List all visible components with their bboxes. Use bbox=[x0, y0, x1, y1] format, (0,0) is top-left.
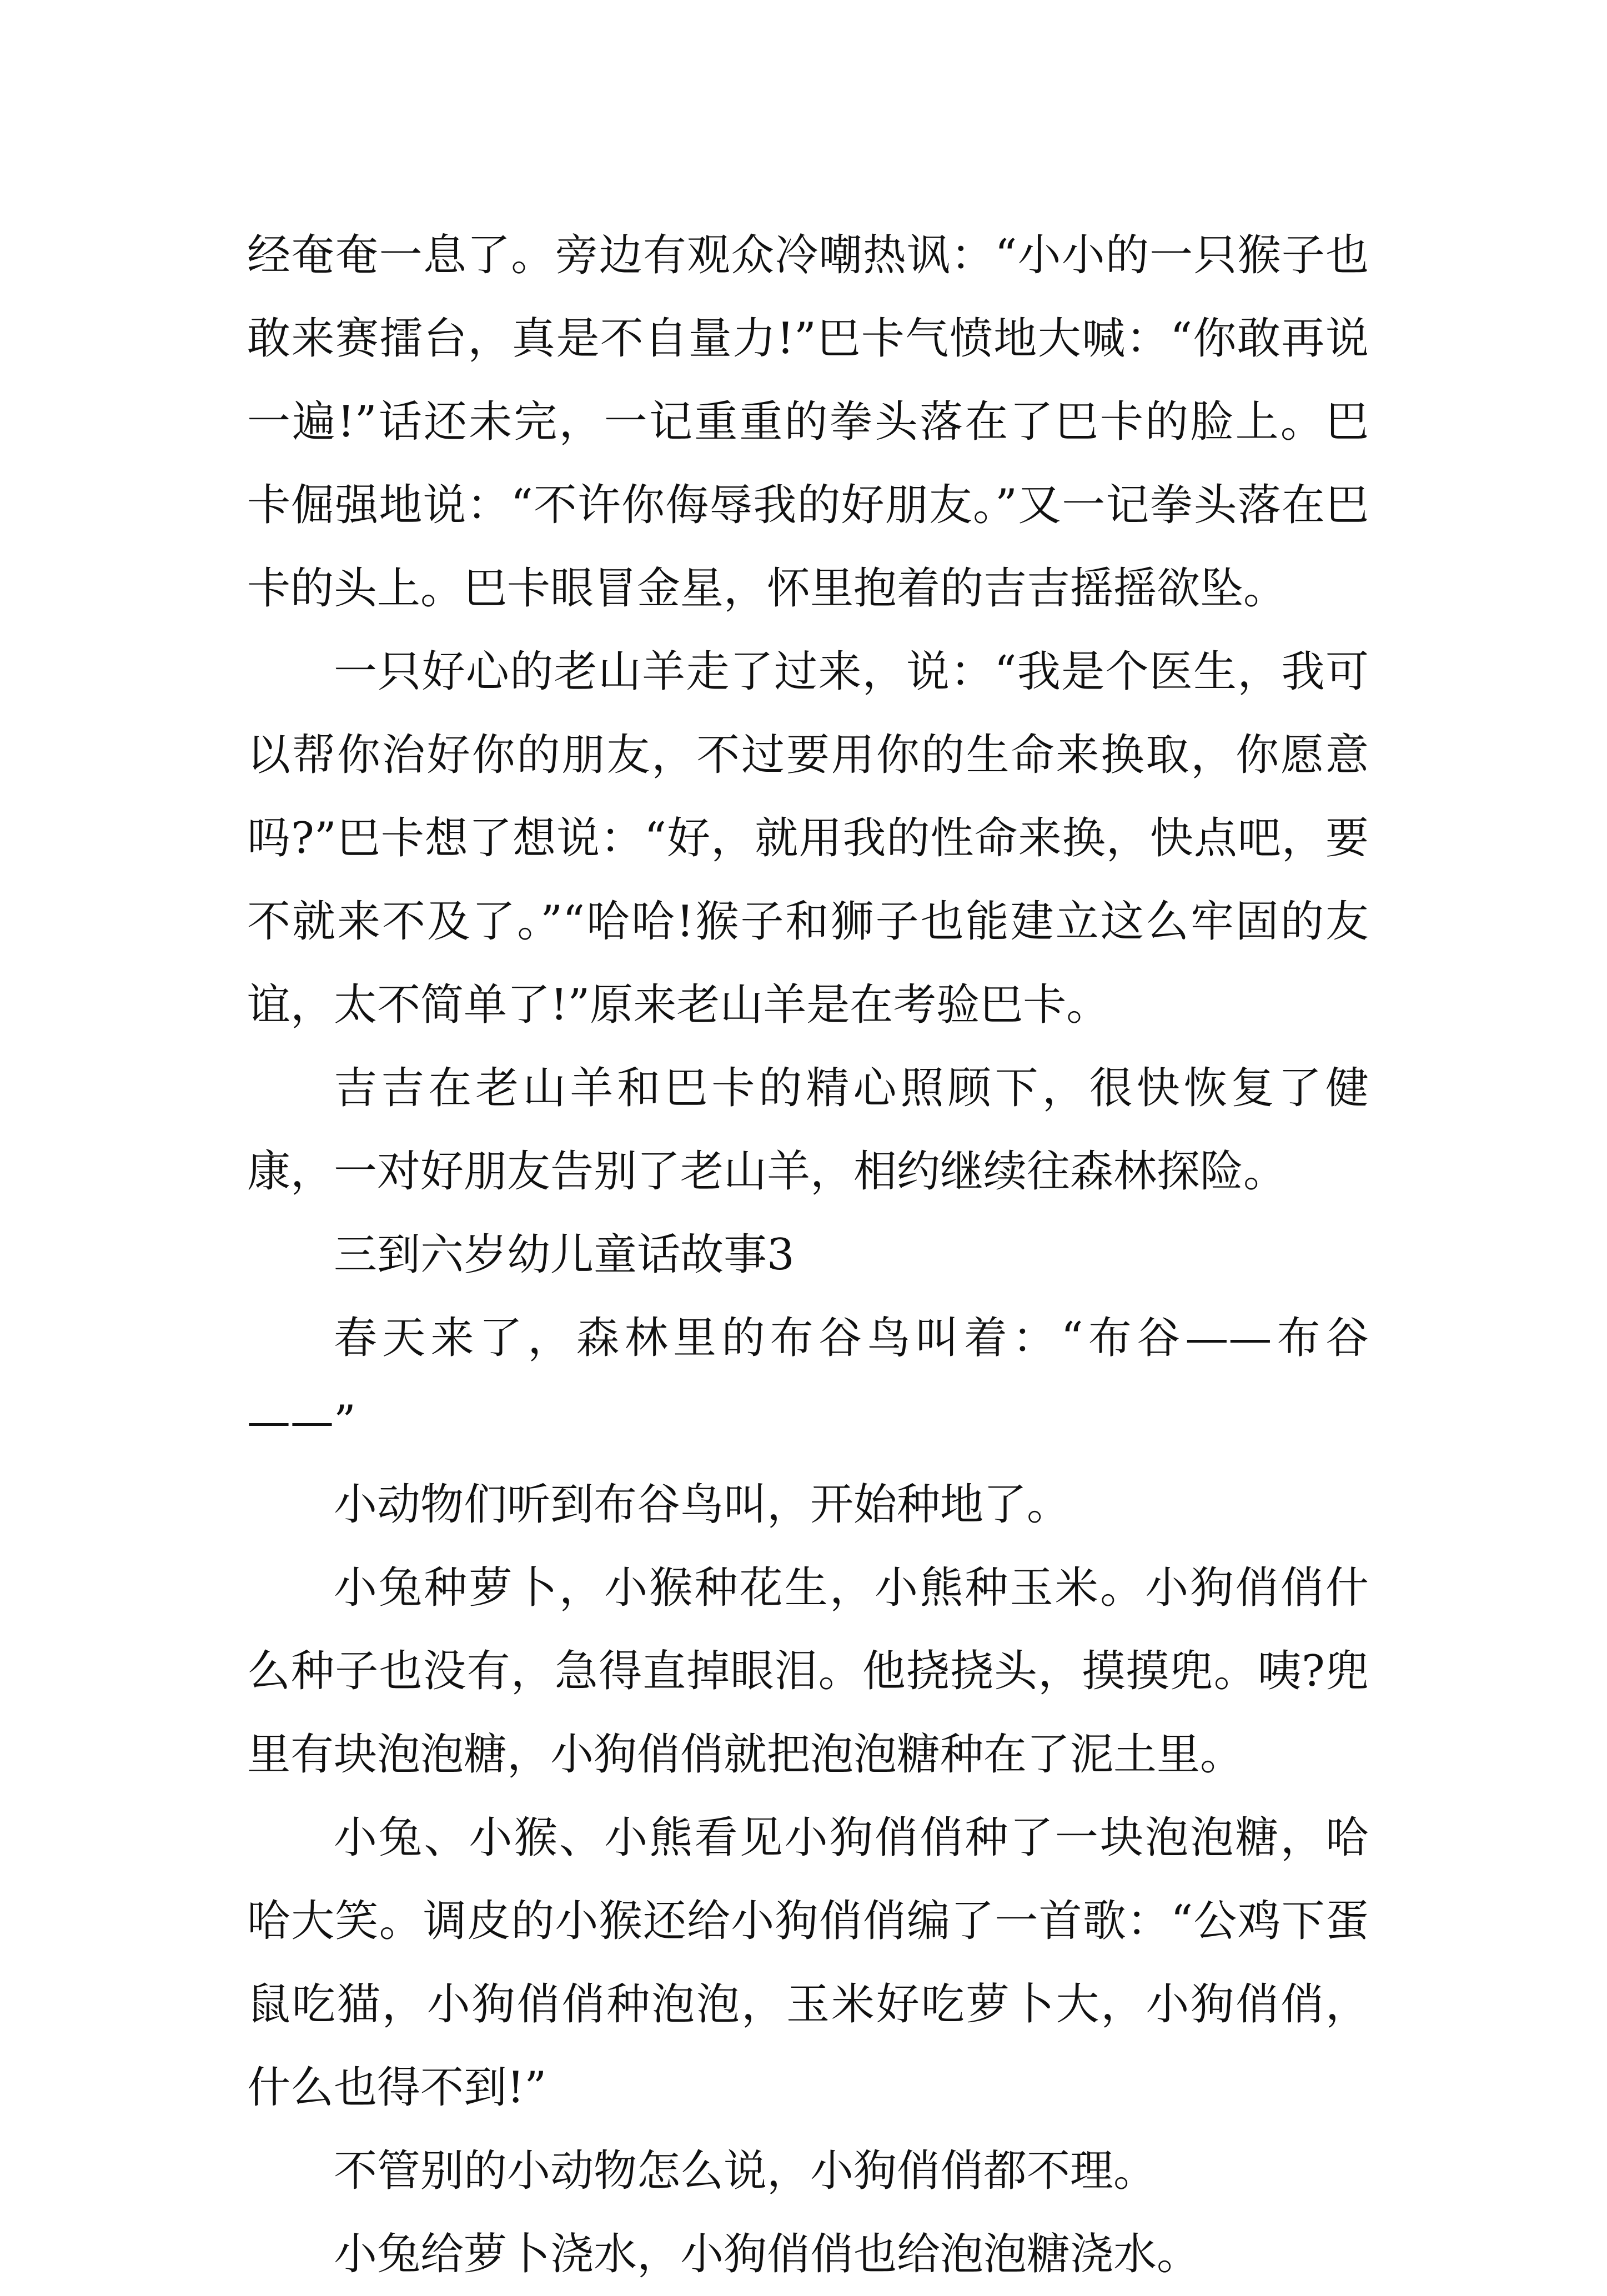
paragraph-ignore: 不管别的小动物怎么说，小狗俏俏都不理。 bbox=[334, 2146, 1157, 2196]
paragraph-spring: 春天来了，森林里的布谷鸟叫着：“布谷——布谷——” bbox=[247, 1313, 1369, 1446]
paragraph-song: 小兔、小猴、小熊看见小狗俏俏种了一块泡泡糖，哈哈大笑。调皮的小猴还给小狗俏俏编了一首歌：“公鸡下蛋鼠吃猫，小狗俏俏种泡泡，玉米好吃萝卜大，小狗俏俏，什么也得不到!” bbox=[247, 1813, 1369, 2113]
document-body bbox=[247, 214, 1369, 2296]
paragraph-recovery: 吉吉在老山羊和巴卡的精心照顾下，很快恢复了健康，一对好朋友告别了老山羊，相约继续往森林探险。 bbox=[247, 1063, 1369, 1197]
paragraph-planting-start: 小动物们听到布谷鸟叫，开始种地了。 bbox=[334, 1480, 1071, 1530]
paragraph-bubblegum: 小兔种萝卜，小猴种花生，小熊种玉米。小狗俏俏什么种子也没有，急得直掉眼泪。他挠挠头，摸摸兜。咦?兜里有块泡泡糖，小狗俏俏就把泡泡糖种在了泥土里。 bbox=[247, 1563, 1369, 1780]
paragraph-old-goat: 一只好心的老山羊走了过来，说：“我是个医生，我可以帮你治好你的朋友，不过要用你的生命来换取，你愿意吗?”巴卡想了想说：“好，就用我的性命来换，快点吧，要不就来不及了。”“哈哈!猴子和狮子也能建立这么牢固的友谊，太不简单了!”原来老山羊是在考验巴卡。 bbox=[247, 647, 1369, 1030]
paragraph-continuation: 经奄奄一息了。旁边有观众冷嘲热讽：“小小的一只猴子也敢来赛擂台，真是不自量力!”巴卡气愤地大喊：“你敢再说一遍!”话还未完，一记重重的拳头落在了巴卡的脸上。巴卡倔强地说：“不许你侮辱我的好朋友。”又一记拳头落在巴卡的头上。巴卡眼冒金星，怀里抱着的吉吉摇摇欲坠。 bbox=[247, 230, 1369, 614]
paragraph-watering: 小兔给萝卜浇水，小狗俏俏也给泡泡糖浇水。 bbox=[334, 2229, 1201, 2279]
story-title: 三到六岁幼儿童话故事3 bbox=[334, 1230, 795, 1280]
